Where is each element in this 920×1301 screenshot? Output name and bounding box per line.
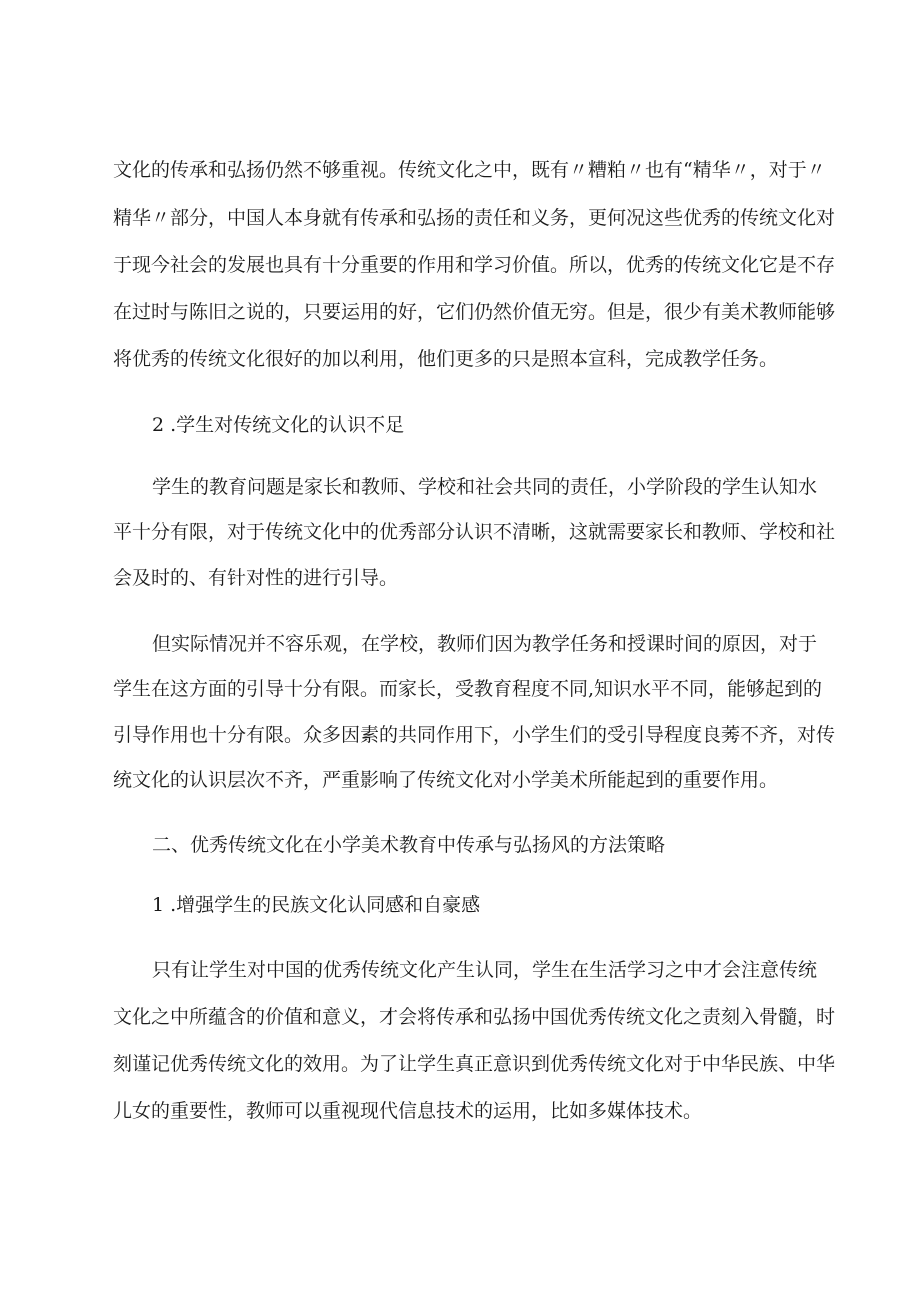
- paragraph-line: 儿女的重要性，教师可以重视现代信息技术的运用，比如多媒体技术。: [113, 1100, 703, 1122]
- paragraph-line: 会及时的、有针对性的进行引导。: [113, 567, 399, 589]
- paragraph-line: 学生的教育问题是家长和教师、学校和社会共同的责任，小学阶段的学生认知水: [152, 476, 818, 498]
- paragraph-line: 文化之中所蕴含的价值和意义，才会将传承和弘扬中国优秀传统文化之责刻入骨髓，时: [113, 1006, 836, 1028]
- paragraph-line: 将优秀的传统文化很好的加以利用，他们更多的只是照本宣科，完成教学任务。: [113, 348, 779, 370]
- section-heading: 二、优秀传统文化在小学美术教育中传承与弘扬风的方法策略: [152, 834, 666, 856]
- paragraph-line: 精华〃部分，中国人本身就有传承和弘扬的责任和义务，更何况这些优秀的传统文化对: [113, 207, 836, 229]
- paragraph-line: 平十分有限，对于传统文化中的优秀部分认识不清晰，这就需要家长和教师、学校和社: [113, 521, 836, 543]
- paragraph-line: 引导作用也十分有限。众多因素的共同作用下，小学生们的受引导程度良莠不齐，对传: [113, 724, 836, 746]
- paragraph-line: 在过时与陈旧之说的，只要运用的好，它们仍然价值无穷。但是，很少有美术教师能够: [113, 301, 836, 323]
- paragraph-line: 于现今社会的发展也具有十分重要的作用和学习价值。所以，优秀的传统文化它是不存: [113, 254, 836, 276]
- paragraph-line: 刻谨记优秀传统文化的效用。为了让学生真正意识到优秀传统文化对于中华民族、中华: [113, 1053, 836, 1075]
- subsection-heading: 1 .增强学生的民族文化认同感和自豪感: [152, 894, 481, 916]
- paragraph-line: 只有让学生对中国的优秀传统文化产生认同，学生在生活学习之中才会注意传统: [152, 959, 818, 981]
- paragraph-line: 文化的传承和弘扬仍然不够重视。传统文化之中，既有〃糟粕〃也有“精华〃，对于〃: [113, 159, 826, 181]
- paragraph-line: 统文化的认识层次不齐，严重影响了传统文化对小学美术所能起到的重要作用。: [113, 769, 779, 791]
- paragraph-line: 但实际情况并不容乐观，在学校，教师们因为教学任务和授课时间的原因，对于: [152, 633, 818, 655]
- paragraph-line: 学生在这方面的引导十分有限。而家长，受教育程度不同,知识水平不同，能够起到的: [113, 678, 823, 700]
- subsection-heading: 2 .学生对传统文化的认识不足: [152, 414, 405, 436]
